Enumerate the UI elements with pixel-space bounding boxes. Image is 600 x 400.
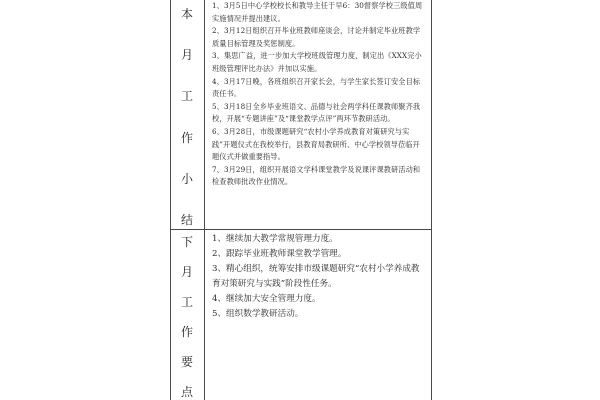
summary-item: 1、3月5日中心学校校长和教导主任于早6：30督察学校三级值周实施情况并提出建议。	[212, 1, 423, 23]
plan-item: 5、组织数学教研活动。	[212, 309, 304, 319]
monthly-summary-content	[212, 0, 426, 189]
summary-item: 3、集思广益，进一步加大学校班级管理力度，制定出《XXX完小班级管理评比办法》并加以实施。	[212, 51, 422, 73]
summary-item: 4、3月17日晚，各班组织召开家长会，与学生家长签订安全目标责任书。	[212, 76, 421, 99]
section-label-monthly-summary	[170, 8, 204, 226]
label-char: 月	[180, 48, 193, 63]
summary-item: 7、3月29日，组织开展语文学科课堂教学及说课评课教研活动和检查教师批改作业情况。	[212, 164, 421, 187]
summary-item: 6、3月28日，市级课题研究“农村小学养成教育对策研究与实践”开题仪式在我校举行，县教育局教研所、中心学校领导莅临开题仪式并做重要指导。	[212, 126, 420, 162]
label-char: 作	[180, 325, 193, 339]
summary-item: 5、3月18日全乡毕业班语文、品德与社会两学科任课教师聚齐我校，开展“专题讲座”及“课堂教学点评”两环节教研活动。	[212, 101, 421, 124]
label-char: 工	[180, 295, 193, 309]
table-row-divider	[170, 229, 432, 230]
plan-item: 1、继续加大教学常规管理力度。	[212, 234, 338, 244]
table-column-divider	[204, 0, 205, 400]
work-summary-table	[170, 0, 432, 400]
plan-item: 2、跟踪毕业班教师课堂教学管理。	[212, 249, 347, 259]
label-char: 作	[180, 130, 193, 145]
table-border-right	[431, 0, 432, 400]
label-char: 月	[180, 265, 193, 279]
label-char: 小	[180, 171, 193, 186]
summary-item: 2、3月12日组织召开毕业班教师座谈会，讨论并制定毕业班教学质量目标管理及奖惩制度。	[212, 26, 421, 48]
label-char: 结	[180, 212, 193, 227]
label-char: 要	[180, 355, 193, 369]
plan-item: 4、继续加大安全管理力度。	[212, 294, 321, 304]
section-label-next-month-plan	[170, 236, 204, 398]
label-char: 本	[180, 7, 193, 21]
plan-item: 3、精心组织，统筹安排市级课题研究“农村小学养成教育对策研究与实践”阶段性任务。	[212, 264, 420, 289]
label-char: 工	[180, 89, 193, 104]
label-char: 下	[180, 235, 193, 249]
label-char: 点	[180, 385, 193, 399]
next-month-plan-content	[212, 232, 426, 322]
